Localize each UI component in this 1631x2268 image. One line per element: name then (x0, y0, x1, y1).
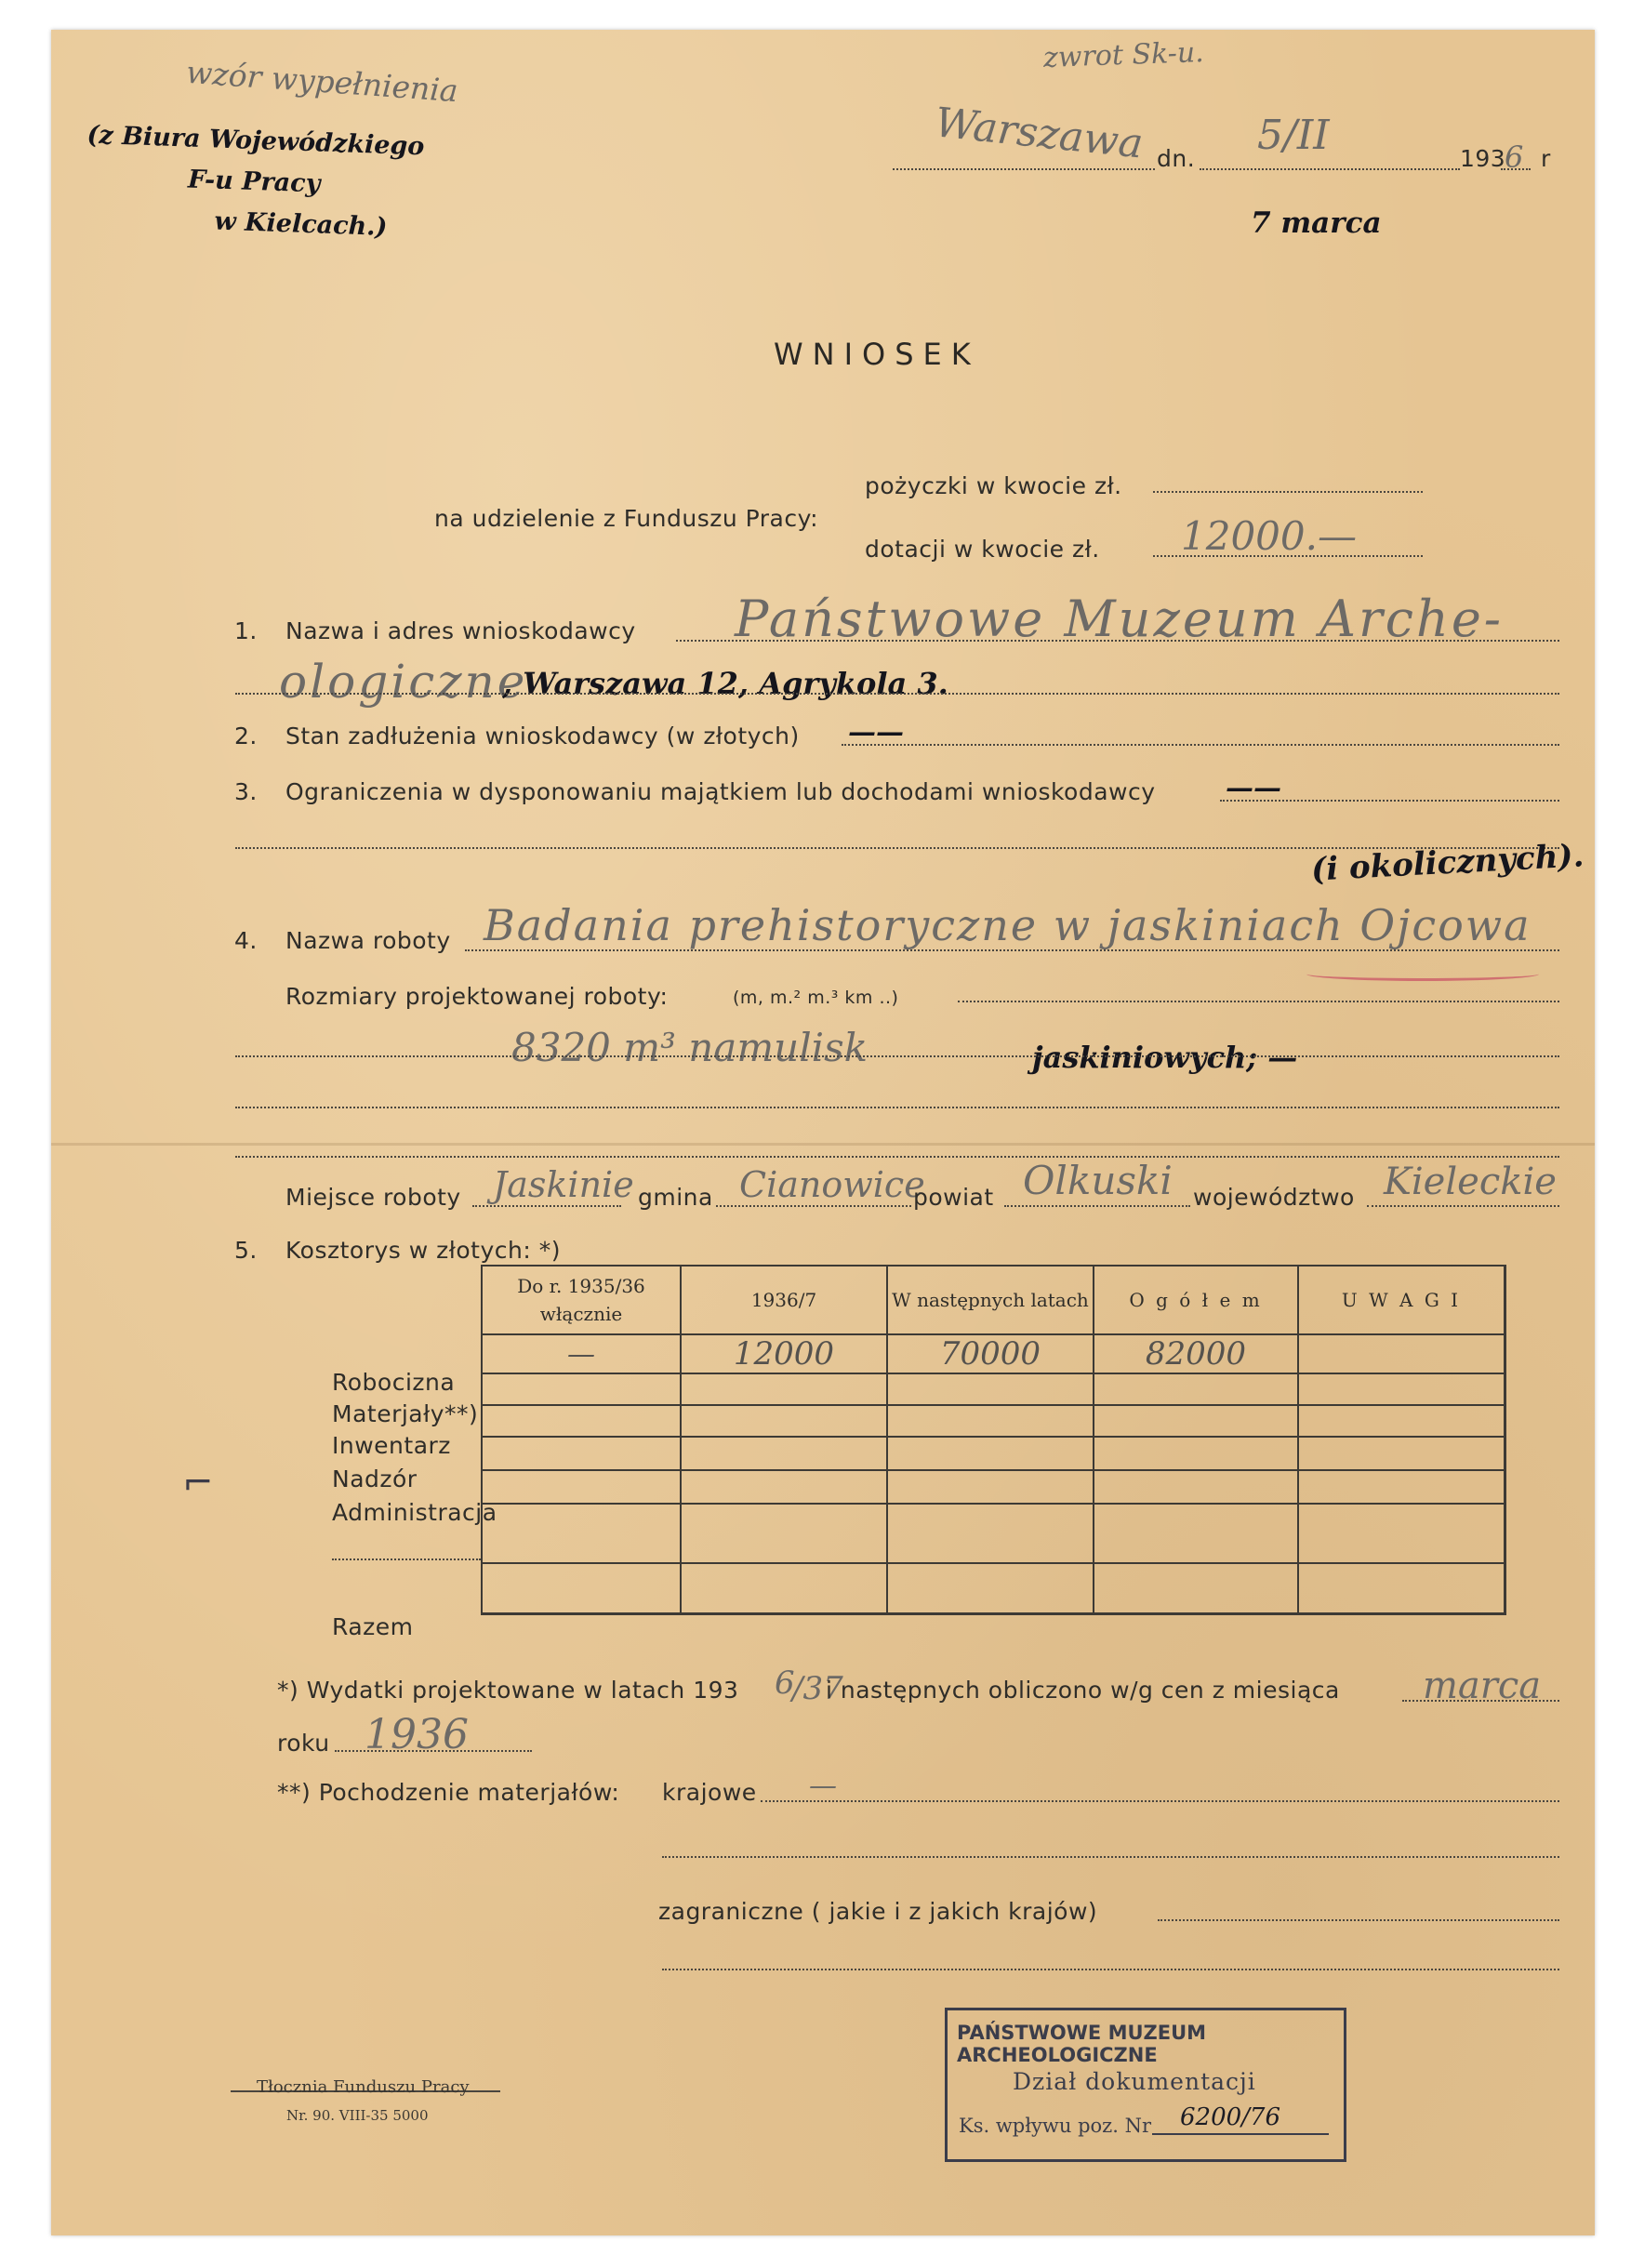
cost-table (481, 1265, 1506, 1615)
footnote-1-year-a: 6 (775, 1665, 795, 1702)
ink-note-line: w Kielcach.) (213, 206, 388, 243)
place-dots (893, 168, 1155, 170)
item-number-4: 4. (234, 927, 258, 954)
row-label-nadzor: Nadzór (332, 1466, 418, 1492)
paper-fold (51, 1143, 1595, 1146)
work-size-handwritten-cont: jaskiniowych; — (1032, 1040, 1298, 1075)
applicant-name-handwritten: Państwowe Muzeum Arche- (735, 590, 1505, 648)
place-value: Jaskinie (493, 1164, 634, 1205)
applicant-label: Nazwa i adres wnioskodawcy (285, 617, 636, 644)
work-size-handwritten: 8320 m³ namulisk (511, 1025, 869, 1070)
work-size-dots-3 (235, 1107, 1559, 1108)
restrictions-dots-1 (1220, 800, 1559, 802)
row-label-razem: Razem (332, 1613, 414, 1640)
year-digit-handwritten: 6 (1505, 139, 1524, 175)
robocizna-next-years: 70000 (887, 1334, 1094, 1373)
grant-value-handwritten: 12000.— (1181, 513, 1357, 559)
work-size-label: Rozmiary projektowanej roboty: (285, 983, 669, 1010)
table-row (482, 1373, 1505, 1405)
work-size-units: (m, m.² m.³ km ..) (733, 988, 899, 1008)
gmina-dots (716, 1205, 911, 1207)
printer-line-1: Tłocznia Funduszu Pracy (257, 2077, 470, 2097)
row-label-blank-dots (332, 1558, 481, 1560)
applicant-name-cont: ologiczne (279, 655, 528, 709)
restrictions-label: Ograniczenia w dysponowaniu majątkiem lub dochodami wnioskodawcy (285, 778, 1156, 805)
row-label-administracja: Administracja (332, 1499, 497, 1526)
row-label-robocizna: Robocizna (332, 1369, 456, 1396)
header-remarks: U W A G I (1298, 1266, 1505, 1334)
debt-value: —— (848, 716, 904, 749)
loan-label: pożyczki w kwocie zł. (865, 472, 1122, 499)
archive-stamp (945, 2008, 1346, 2162)
footnote-2-dots-1 (761, 1800, 1559, 1802)
footnote-2-dots-4 (662, 1969, 1559, 1970)
robocizna-1936-7: 12000 (681, 1334, 887, 1373)
row-label-inwentarz: Inwentarz (332, 1432, 451, 1459)
robocizna-total: 82000 (1094, 1334, 1298, 1373)
header-total: O g ó ł e m (1094, 1266, 1298, 1334)
cost-estimate-label: Kosztorys w złotych: *) (285, 1237, 561, 1264)
footnote-1-prefix: *) Wydatki projektowane w latach 193 (277, 1677, 739, 1704)
pencil-note-fill-sample: wzór wypełnienia (184, 53, 459, 110)
year-dots (1501, 168, 1531, 170)
stamp-register-number: 6200/76 (1180, 2103, 1281, 2131)
printer-line-2: Nr. 90. VIII-35 5000 (286, 2107, 429, 2124)
footnote-2-dots-3 (1158, 1919, 1559, 1921)
ink-note-office (84, 115, 425, 250)
footnote-2-zagraniczne: zagraniczne ( jakie i z jakich krajów) (658, 1898, 1098, 1925)
work-name-label: Nazwa roboty (285, 927, 451, 954)
robocizna-remarks (1298, 1334, 1505, 1373)
voivodeship-dots (1367, 1205, 1559, 1207)
red-underline (1306, 967, 1539, 981)
applicant-address: , Warszawa 12, Agrykola 3. (502, 666, 948, 701)
table-row (482, 1504, 1505, 1563)
powiat-value: Olkuski (1023, 1158, 1173, 1203)
footnote-2-dots-2 (662, 1856, 1559, 1858)
footnote-2-krajowe-value: — (809, 1770, 837, 1802)
work-size-dots-2 (235, 1055, 1559, 1057)
powiat-label: powiat (913, 1184, 994, 1211)
voivodeship-value: Kieleckie (1384, 1161, 1557, 1203)
date-dots (1200, 168, 1460, 170)
debt-label: Stan zadłużenia wnioskodawcy (w złotych) (285, 723, 800, 749)
footnote-1-mid: i następnych obliczono w/g cen z miesiąca (826, 1677, 1340, 1704)
insert-okolicznych: (i okolicznych). (1310, 837, 1585, 889)
r-label: r (1541, 145, 1551, 172)
footnote-2-krajowe: krajowe (662, 1779, 757, 1806)
item-number-1: 1. (234, 617, 258, 644)
stamp-number-line (1152, 2133, 1329, 2135)
footnote-1-month: marca (1423, 1665, 1542, 1707)
stamp-register-label: Ks. wpływu poz. Nr (959, 2115, 1151, 2137)
work-name-handwritten: Badania prehistoryczne w jaskiniach Ojcowa (484, 900, 1532, 950)
footnote-1-year-dots (335, 1750, 532, 1752)
footnote-1-year-b: /37 (792, 1670, 843, 1707)
table-row (482, 1470, 1505, 1504)
date-correction: 7 marca (1251, 206, 1382, 240)
stamp-department: Dział dokumentacji (1013, 2068, 1256, 2095)
margin-mark: ⌐ (182, 1462, 214, 1505)
place-handwritten: Warszawa (932, 99, 1146, 168)
table-row (482, 1437, 1505, 1470)
table-row (482, 1334, 1505, 1373)
work-size-dots-4 (235, 1156, 1559, 1158)
document-title: WNIOSEK (774, 337, 980, 372)
footnote-1-year-value: 1936 (365, 1711, 469, 1758)
restrictions-value: —— (1226, 772, 1281, 804)
gmina-label: gmina (638, 1184, 713, 1211)
table-row (482, 1405, 1505, 1437)
footnote-1-month-dots (1402, 1700, 1559, 1702)
loan-dots (1153, 491, 1423, 493)
ink-note-line: F-u Pracy (187, 165, 321, 199)
footnote-2-label: **) Pochodzenie materjałów: (277, 1779, 620, 1806)
work-size-dots-1 (958, 1001, 1559, 1002)
voivodeship-label: województwo (1193, 1184, 1355, 1211)
applicant-dots-2 (235, 693, 1559, 695)
debt-dots (842, 744, 1559, 746)
header-1936-7: 1936/7 (681, 1266, 887, 1334)
place-label: Miejsce roboty (285, 1184, 461, 1211)
grant-label: dotacji w kwocie zł. (865, 536, 1100, 563)
stamp-institution: PAŃSTWOWE MUZEUM ARCHEOLOGICZNE (957, 2022, 1207, 2066)
year-prefix: 193 (1460, 145, 1506, 172)
footnote-1-roku: roku (277, 1730, 330, 1757)
date-day-handwritten: 5/II (1257, 112, 1330, 159)
row-label-materialy: Materjały**) (332, 1400, 479, 1427)
pencil-note-top-right: zwrot Sk-u. (1042, 35, 1205, 75)
work-name-dots (465, 949, 1559, 951)
dn-label: dn. (1157, 145, 1196, 172)
header-next-years: W następnych latach (887, 1266, 1094, 1334)
powiat-dots (1004, 1205, 1190, 1207)
item-number-5: 5. (234, 1237, 258, 1264)
item-number-2: 2. (234, 723, 258, 749)
robocizna-prior: — (482, 1334, 681, 1373)
table-row (482, 1563, 1505, 1613)
request-intro: na udzielenie z Funduszu Pracy: (434, 505, 819, 532)
place-value-dots (472, 1205, 621, 1207)
item-number-3: 3. (234, 778, 258, 805)
header-prior-years: Do r. 1935/36 włącznie (482, 1266, 681, 1334)
gmina-value: Cianowice (739, 1164, 925, 1205)
ink-note-line: (z Biura Wojewódzkiego (86, 120, 425, 162)
